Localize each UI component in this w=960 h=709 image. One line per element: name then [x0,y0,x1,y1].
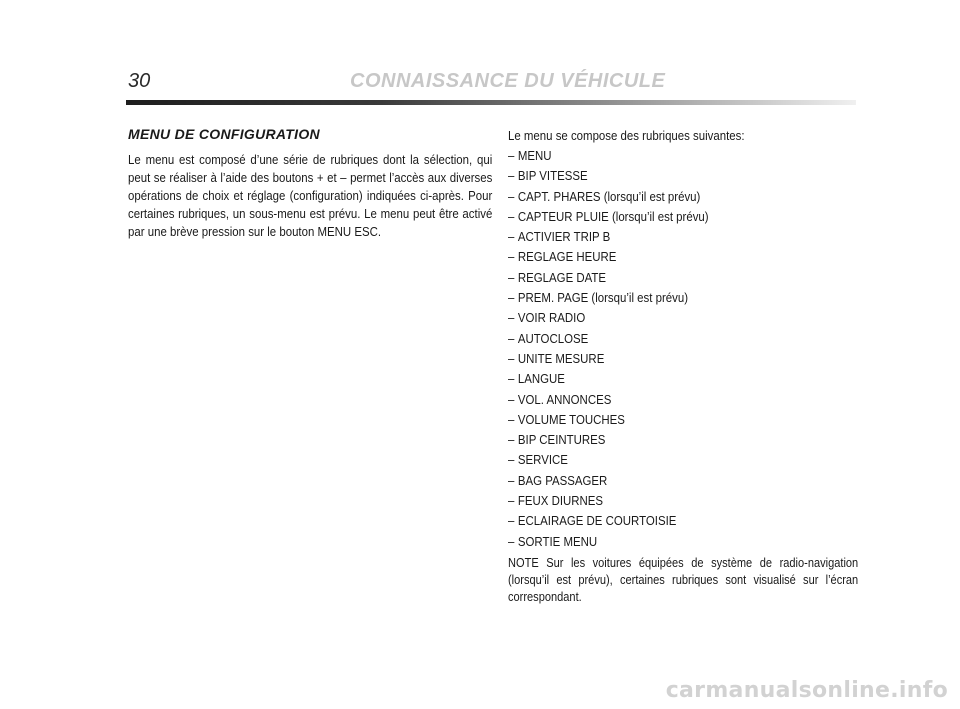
menu-list-item [508,207,818,227]
menu-item-label: BIP VITESSE [517,168,588,184]
page-number: 30 [128,70,151,92]
menu-item-label: CAPT. PHARES (lorsqu’il est prévu) [517,188,701,204]
site-watermark: carmanualsonline.info [665,678,948,703]
list-dash: – [508,432,515,448]
list-dash: – [508,350,515,366]
body-paragraph: Le menu est composé d’une série de rubriques dont la sélection, qui peut se réaliser à l’aide des boutons + et – permet l’accès aux diverses opérations de choix et réglage (configuration) indiquées ci-après. Pour certaines rubriques, un sous-menu est prévu. Le menu peut être activé par une brève pression sur le bouton MENU ESC. [128,152,493,239]
list-dash: – [508,513,515,529]
list-dash: – [508,229,515,245]
menu-item-label: BAG PASSAGER [517,472,608,488]
list-dash: – [508,269,515,285]
left-column [128,126,492,241]
menu-list-item [508,308,818,328]
menu-list-item [508,491,818,511]
menu-list-item [508,390,818,410]
menu-list-item [508,532,818,552]
list-dash: – [508,452,515,468]
menu-list-item [508,146,818,166]
menu-item-label: SORTIE MENU [517,533,598,549]
menu-item-label: AUTOCLOSE [517,330,589,346]
right-column [508,126,860,618]
list-dash: – [508,208,515,224]
menu-list-item [508,430,818,450]
menu-item-label: REGLAGE DATE [517,269,607,285]
menu-list-item [508,268,818,288]
list-dash: – [508,371,515,387]
list-dash: – [508,249,515,265]
menu-list-item [508,349,818,369]
list-dash: – [508,411,515,427]
menu-list-item [508,166,818,186]
menu-item-label: ECLAIRAGE DE COURTOISIE [517,513,677,529]
menu-item-label: UNITE MESURE [517,350,605,366]
menu-list-item [508,410,818,430]
list-dash: – [508,168,515,184]
menu-items-list [508,146,860,552]
menu-list-item [508,369,818,389]
menu-item-label: SERVICE [517,452,568,468]
list-dash: – [508,310,515,326]
menu-item-label: VOLUME TOUCHES [517,411,625,427]
menu-list-item [508,227,818,247]
menu-list-item [508,187,818,207]
menu-item-label: VOL. ANNONCES [517,391,612,407]
menu-item-label: FEUX DIURNES [517,493,604,509]
menu-item-label: REGLAGE HEURE [517,249,617,265]
menu-item-label: VOIR RADIO [517,310,586,326]
list-dash: – [508,391,515,407]
list-dash: – [508,493,515,509]
menu-intro: Le menu se compose des rubriques suivantes: [508,128,745,143]
list-dash: – [508,290,515,306]
menu-list-item [508,247,818,267]
menu-item-label: MENU [517,148,552,163]
list-dash: – [508,188,515,204]
menu-list-item [508,329,818,349]
page-header-title: CONNAISSANCE DU VÉHICULE [350,70,666,92]
list-dash: – [508,330,515,346]
menu-item-label: ACTIVIER TRIP B [517,229,611,245]
menu-item-label: CAPTEUR PLUIE (lorsqu’il est prévu) [517,208,709,224]
menu-item-label: BIP CEINTURES [517,432,606,448]
section-heading: MENU DE CONFIGURATION [128,126,320,142]
menu-list-item [508,511,818,531]
menu-item-label: PREM. PAGE (lorsqu’il est prévu) [517,290,689,306]
list-dash: – [508,472,515,488]
list-dash: – [508,148,515,163]
menu-item-label: LANGUE [517,371,565,387]
menu-list-item [508,288,818,308]
menu-list-item [508,471,818,491]
header-divider [126,100,856,105]
menu-list-item [508,450,818,470]
note-paragraph: NOTE Sur les voitures équipées de système de radio-navigation (lorsqu’il est prévu), certaines rubriques sont visualisé sur l’écran correspondant. [508,554,859,604]
list-dash: – [508,533,515,549]
